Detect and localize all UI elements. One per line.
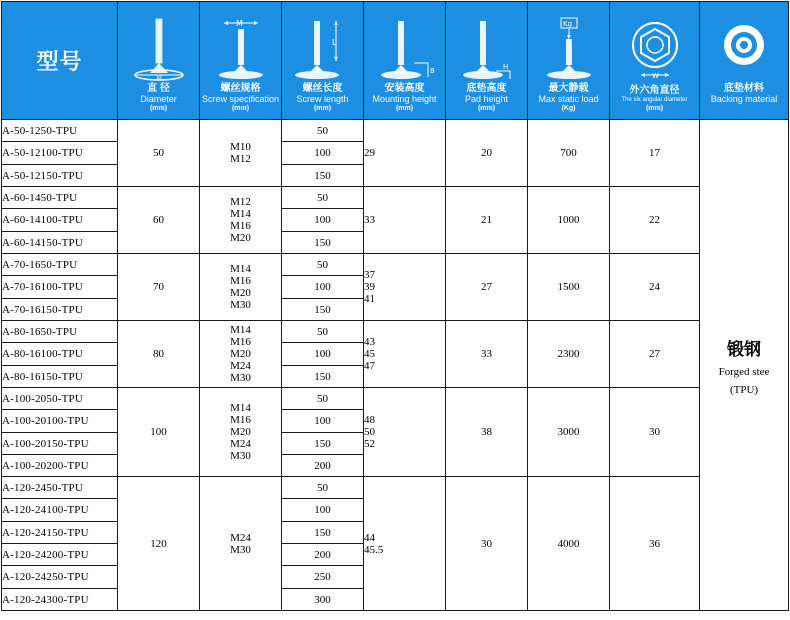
screw-spec-dim-label: M: [235, 19, 243, 28]
header-backing-material: [700, 2, 789, 120]
mounting-height-value: 43: [364, 336, 375, 348]
screw-length-cell: 50: [282, 321, 364, 343]
model-cell: A-50-1250-TPU: [2, 120, 118, 142]
model-cell: A-120-24100-TPU: [2, 499, 118, 522]
screw-spec-cell: [200, 388, 282, 477]
header-screw-spec-cn: 螺丝规格: [220, 83, 261, 94]
backing-material-cell: [700, 120, 789, 611]
mounting-height-value: 50: [364, 426, 375, 438]
screw-spec-value: M16: [230, 336, 251, 348]
screw-spec-cell: [200, 254, 282, 321]
mounting-height-dim-label: B: [429, 67, 435, 75]
header-max-load-en: Max static load: [538, 94, 599, 104]
table-row: [2, 321, 789, 343]
mounting-height-cell: [364, 120, 446, 187]
model-cell: A-80-1650-TPU: [2, 321, 118, 343]
header-screw-spec-en: Screw specification: [201, 94, 280, 104]
header-row: [2, 2, 789, 120]
backing-material-tpu: (TPU): [729, 383, 759, 396]
header-model: [2, 2, 118, 120]
screw-spec-value: M14: [230, 208, 251, 220]
max-load-cell: 1500: [528, 254, 610, 321]
mounting-height-value: 33: [364, 214, 375, 226]
screw-length-dim-label: L: [331, 38, 336, 47]
hex-diameter-cell: 36: [610, 477, 700, 611]
screw-spec-value: M14: [230, 402, 251, 414]
screw-length-cell: 100: [282, 142, 364, 165]
max-load-icon: [534, 15, 604, 83]
model-cell: A-100-20100-TPU: [2, 410, 118, 433]
mounting-height-cell: [364, 477, 446, 611]
screw-length-cell: 150: [282, 165, 364, 187]
screw-length-cell: 50: [282, 254, 364, 276]
diameter-cell: 60: [118, 187, 200, 254]
header-max-load: [528, 2, 610, 120]
screw-spec-cell: [200, 321, 282, 388]
model-cell: A-120-24200-TPU: [2, 544, 118, 566]
header-backing-cn: 底垫材料: [724, 83, 764, 94]
max-load-cell: 1000: [528, 187, 610, 254]
table-row: [2, 120, 789, 142]
leveling-foot-diameter-icon: [124, 15, 194, 83]
model-cell: A-60-14150-TPU: [2, 232, 118, 254]
mounting-height-value: 29: [364, 147, 375, 159]
screw-spec-value: M12: [230, 196, 251, 208]
screw-spec-value: M14: [230, 263, 251, 275]
hex-diameter-cell: 30: [610, 388, 700, 477]
max-load-dim-label: Kg: [562, 20, 572, 28]
model-cell: A-120-24150-TPU: [2, 522, 118, 544]
screw-spec-value: M20: [230, 348, 251, 360]
screw-length-cell: 100: [282, 209, 364, 232]
table-row: [2, 477, 789, 499]
screw-length-icon: [288, 15, 358, 83]
max-load-cell: 2300: [528, 321, 610, 388]
mounting-height-cell: [364, 388, 446, 477]
header-screw-length-unit: (mm): [313, 105, 332, 112]
model-cell: A-70-16150-TPU: [2, 299, 118, 321]
screw-length-cell: 300: [282, 589, 364, 611]
mounting-height-icon: [370, 15, 440, 83]
header-pad-height-unit: (mm): [477, 105, 496, 112]
mounting-height-value: 39: [364, 281, 375, 293]
mounting-height-value: 52: [364, 438, 375, 450]
model-cell: A-80-16100-TPU: [2, 343, 118, 366]
header-hex-cn: 外六角直径: [629, 85, 680, 96]
mounting-height-cell: [364, 321, 446, 388]
screw-spec-value: M30: [230, 543, 251, 556]
header-model-label: 型号: [36, 50, 83, 75]
model-cell: A-70-1650-TPU: [2, 254, 118, 276]
header-mounting-height-cn: 安装高度: [384, 83, 425, 94]
screw-length-cell: 150: [282, 433, 364, 455]
max-load-cell: 700: [528, 120, 610, 187]
hex-nut-icon: [620, 17, 690, 85]
screw-spec-value: M20: [230, 232, 251, 244]
header-hex-en: The six angular diameter: [621, 97, 688, 103]
header-diameter-en: Diameter: [140, 94, 177, 104]
screw-length-cell: 200: [282, 544, 364, 566]
mounting-height-value: 45: [364, 348, 375, 360]
mounting-height-value: 45.5: [364, 543, 384, 556]
header-mounting-height-en: Mounting height: [372, 94, 437, 104]
header-screw-spec-unit: (mm): [231, 105, 250, 112]
spec-table-body: [2, 120, 789, 611]
screw-spec-value: M10: [230, 141, 251, 153]
header-screw-length: [282, 2, 364, 120]
table-row: [2, 254, 789, 276]
screw-spec-value: M24: [230, 360, 251, 372]
header-mounting-height: [364, 2, 446, 120]
backing-pad-icon: [709, 15, 779, 83]
screw-spec-value: M30: [230, 372, 251, 384]
mounting-height-cell: [364, 187, 446, 254]
screw-length-cell: 100: [282, 499, 364, 522]
header-screw-length-en: Screw length: [296, 94, 349, 104]
header-max-load-cn: 最大静载: [548, 83, 589, 94]
header-diameter-unit: (mm): [149, 105, 168, 112]
header-screw-spec: [200, 2, 282, 120]
screw-spec-value: M20: [230, 287, 251, 299]
pad-height-cell: 20: [446, 120, 528, 187]
pad-height-dim-label: H: [502, 63, 508, 71]
diameter-cell: 120: [118, 477, 200, 611]
screw-spec-value: M30: [230, 450, 251, 462]
screw-spec-value: M30: [230, 299, 251, 311]
mounting-height-value: 41: [364, 293, 375, 305]
max-load-cell: 3000: [528, 388, 610, 477]
model-cell: A-100-20150-TPU: [2, 433, 118, 455]
model-cell: A-60-1450-TPU: [2, 187, 118, 209]
mounting-height-value: 44: [364, 531, 375, 544]
screw-length-cell: 100: [282, 410, 364, 433]
header-screw-length-cn: 螺丝长度: [302, 83, 343, 94]
backing-material-en: Forged stee: [718, 365, 770, 378]
screw-length-cell: 50: [282, 477, 364, 499]
pad-height-cell: 33: [446, 321, 528, 388]
screw-length-cell: 150: [282, 522, 364, 544]
hex-dim-label: W: [651, 72, 659, 80]
diameter-cell: 100: [118, 388, 200, 477]
screw-length-cell: 100: [282, 276, 364, 299]
model-cell: A-80-16150-TPU: [2, 366, 118, 388]
model-cell: A-120-2450-TPU: [2, 477, 118, 499]
svg-text:Ø: Ø: [156, 74, 162, 81]
max-load-cell: 4000: [528, 477, 610, 611]
screw-spec-cell: [200, 187, 282, 254]
screw-spec-value: M24: [230, 438, 251, 450]
screw-spec-value: M16: [230, 220, 251, 232]
screw-spec-cell: [200, 477, 282, 611]
hex-diameter-cell: 27: [610, 321, 700, 388]
screw-spec-value: M24: [230, 531, 251, 544]
header-diameter-cn: 直 径: [147, 83, 170, 94]
screw-spec-value: M20: [230, 426, 251, 438]
screw-spec-value: M16: [230, 414, 251, 426]
header-diameter: [118, 2, 200, 120]
screw-length-cell: 50: [282, 388, 364, 410]
header-hex-unit: (mm): [645, 105, 664, 112]
header-backing-en: Backing material: [710, 94, 778, 104]
screw-length-cell: 200: [282, 455, 364, 477]
screw-length-cell: 50: [282, 187, 364, 209]
model-cell: A-70-16100-TPU: [2, 276, 118, 299]
pad-height-cell: 21: [446, 187, 528, 254]
header-mounting-height-unit: (mm): [395, 105, 414, 112]
screw-spec-icon: [206, 15, 276, 83]
table-row: [2, 388, 789, 410]
screw-length-cell: 150: [282, 232, 364, 254]
diameter-cell: 70: [118, 254, 200, 321]
mounting-height-value: 48: [364, 414, 375, 426]
model-cell: A-120-24250-TPU: [2, 566, 118, 589]
pad-height-cell: 38: [446, 388, 528, 477]
mounting-height-value: 37: [364, 269, 375, 281]
pad-height-cell: 27: [446, 254, 528, 321]
model-cell: A-50-12100-TPU: [2, 142, 118, 165]
screw-length-cell: 150: [282, 366, 364, 388]
diameter-cell: 80: [118, 321, 200, 388]
model-cell: A-60-14100-TPU: [2, 209, 118, 232]
hex-diameter-cell: 17: [610, 120, 700, 187]
mounting-height-value: 47: [364, 360, 375, 372]
table-row: [2, 187, 789, 209]
screw-length-cell: 100: [282, 343, 364, 366]
screw-spec-value: M14: [230, 324, 251, 336]
screw-spec-value: M16: [230, 275, 251, 287]
model-cell: A-50-12150-TPU: [2, 165, 118, 187]
model-cell: A-100-20200-TPU: [2, 455, 118, 477]
screw-spec-cell: [200, 120, 282, 187]
spec-table: [1, 1, 789, 611]
mounting-height-cell: [364, 254, 446, 321]
header-max-load-unit: (Kg): [561, 105, 576, 112]
header-pad-height-cn: 底垫高度: [466, 83, 507, 94]
pad-height-cell: 30: [446, 477, 528, 611]
diameter-cell: 50: [118, 120, 200, 187]
header-pad-height-en: Pad height: [464, 94, 509, 104]
model-cell: A-120-24300-TPU: [2, 589, 118, 611]
screw-length-cell: 150: [282, 299, 364, 321]
screw-length-cell: 250: [282, 566, 364, 589]
hex-diameter-cell: 22: [610, 187, 700, 254]
hex-diameter-cell: 24: [610, 254, 700, 321]
header-hex-diameter: [610, 2, 700, 120]
screw-length-cell: 50: [282, 120, 364, 142]
header-pad-height: [446, 2, 528, 120]
pad-height-icon: [452, 15, 522, 83]
model-cell: A-100-2050-TPU: [2, 388, 118, 410]
screw-spec-value: M12: [230, 153, 251, 165]
backing-material-cn: 锻钢: [727, 339, 761, 360]
